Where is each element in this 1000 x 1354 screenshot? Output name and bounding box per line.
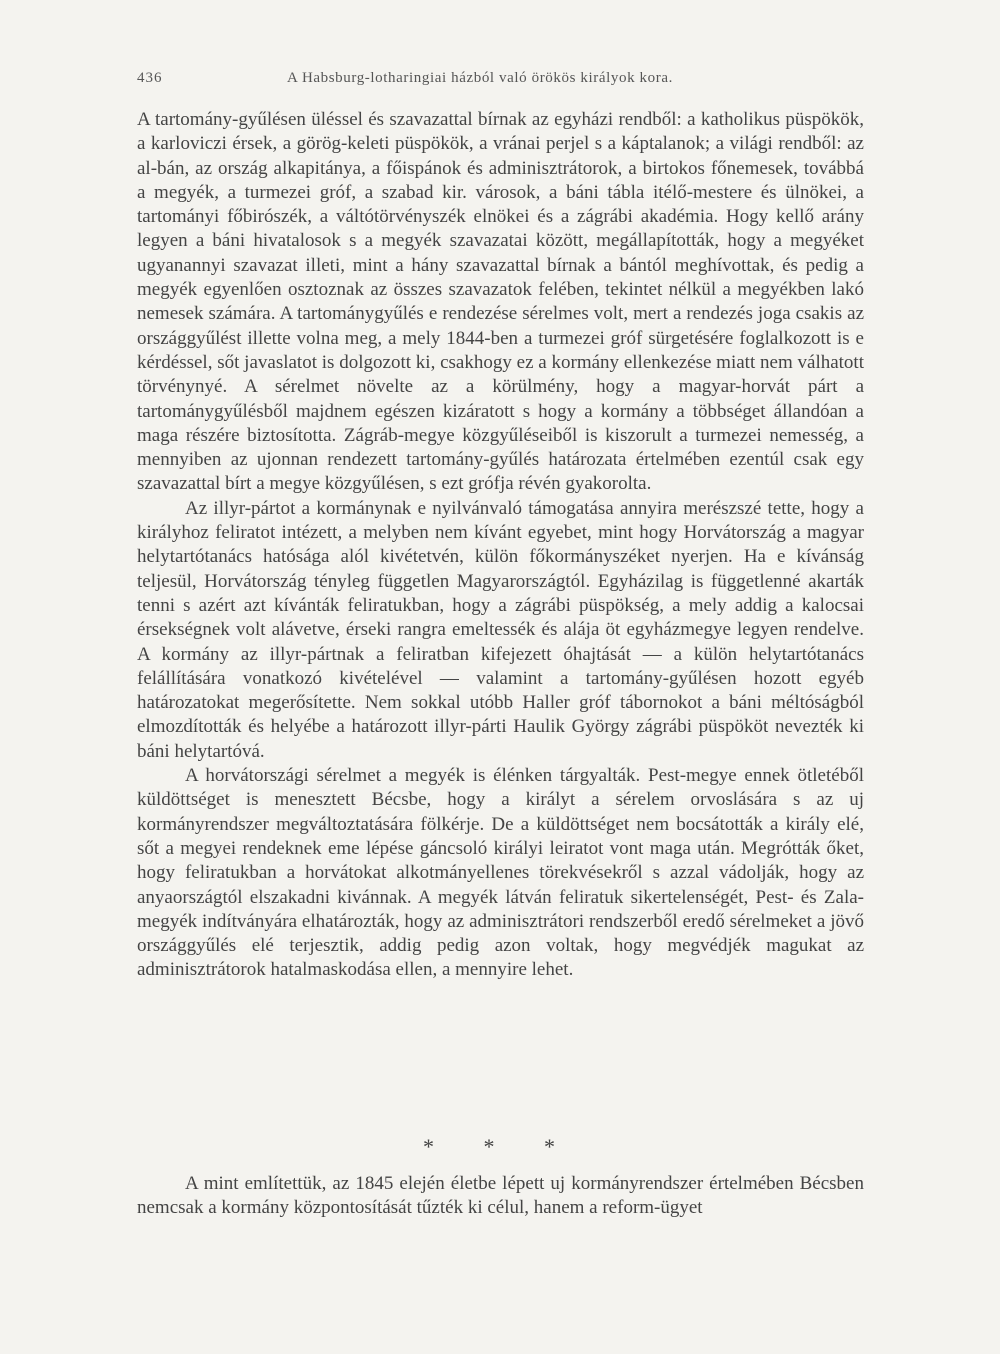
next-section-text [137,1172,864,1221]
paragraph: A tartomány-gyűlésen üléssel és szavazattal bírnak az egyházi rendből: a katholikus püspökök, a karloviczi érsek, a görög-keleti püspökök, a vránai perjel s a káptalanok; a világi rendből: az al-bán, az ország alkapitánya, a főispánok és adminisztrátorok, a birtokos főnemesek, továbbá a megyék, a turmezei gróf, a szabad kir. városok, a báni tábla itélő-mestere és ülnökei, a tartományi főbirószék, a váltótörvényszék elnökei és a zágrábi akadémia. Hogy kellő arány legyen a báni hivatalosok s a megyék szavazatai között, megállapították, hogy a megyéket ugyanannyi szavazat illeti, mint a hány szavazattal bírnak a bántól meghívottak, és pedig a megyék egyenlően osztoznak az összes szavazatok felében, tekintet nélkül a megyékben lakó nemesek számára. A tartománygyűlés e rendezése sérelmes volt, mert a rendezés joga csakis az országgyűlést illette volna meg, a mely 1844-ben a turmezei gróf sürgetésére foglalkozott is e kérdéssel, sőt javaslatot is dolgozott ki, csakhogy ez a kormány ellenkezése miatt nem válhatott törvénynyé. A sérelmet növelte az a körülmény, hogy a magyar-horvát párt a tartománygyűlésből majdnem egészen kizáratott s hogy a kormány a többséget állandóan a maga részére biztosította. Zágráb-megye közgyűléseiből is kiszorult a turmezei nemesség, a mennyiben az ujonnan rendezett tartomány-gyűlés határozata értelmében ezentúl csak egy szavazattal bírt a megye közgyűlésen, s ezt grófja révén gyakorolta. [137,109,864,495]
running-header [137,70,867,87]
paragraph: Az illyr-pártot a kormánynak e nyilvánvaló támogatása annyira merészszé tette, hogy a királyhoz feliratot intézett, a melyben nem kívánt egyebet, mint hogy Horvátország a magyar helytartótanács hatósága alól kivétetvén, külön főkormányszéket nyerjen. Ha e kívánság teljesül, Horvátország tényleg független Magyarországtól. Egyházilag is függetlenné akarták tenni s azért azt kívánták feliratukban, hogy a zágrábi püspökség, a mely addig a kalocsai érsekségnek volt alávetve, érseki rangra emeltessék és alája öt egyházmegye legyen rendelve. A kormány az illyr-pártnak a feliratban kifejezett óhajtását — a külön helytartótanács felállítására vonatkozó kivételével — valamint a tartomány-gyűlésen hozott egyéb határozatokat megerősítette. Nem sokkal utóbb Haller gróf tábornokot a báni méltóságból elmozdították és helyébe a határozott illyr-párti Haulik György zágrábi püspököt nevezték ki báni helytartóvá. [137,497,864,762]
section-separator: * * * [423,1134,577,1159]
running-title: A Habsburg-lotharingiai házból való örökös királyok kora. [287,70,673,86]
page-number: 436 [137,70,163,86]
paragraph: A mint említettük, az 1845 elején életbe lépett uj kormányrendszer értelmében Bécsben nemcsak a kormány központosítását tűzték ki célul, hanem a reform-ügyet [137,1173,864,1219]
main-text [137,108,864,983]
paragraph: A horvátországi sérelmet a megyék is élénken tárgyalták. Pest-megye ennek ötletéből küldöttséget is menesztett Bécsbe, hogy a királyt a sérelem orvoslására s az uj kormányrendszer megváltoztatására fölkérje. De a küldöttséget nem bocsátották a király elé, sőt a megyei rendeknek eme lépése gáncsoló királyi leiratot vont maga után. Megrótták őket, hogy feliratukban a horvátokat alkotmányellenes törekvésekről s azzal vádolják, hogy az anyaországtól elszakadni kivánnak. A megyék látván feliratuk sikertelenségét, Pest- és Zala-megyék indítványára elhatározták, hogy az adminisztrátori rendszerből eredő sérelmeket a jövő országgyűlés elé terjesztik, addig pedig azon voltak, hogy megvédjék magukat az adminisztrátorok hatalmaskodása ellen, a mennyire lehet. [137,765,864,981]
